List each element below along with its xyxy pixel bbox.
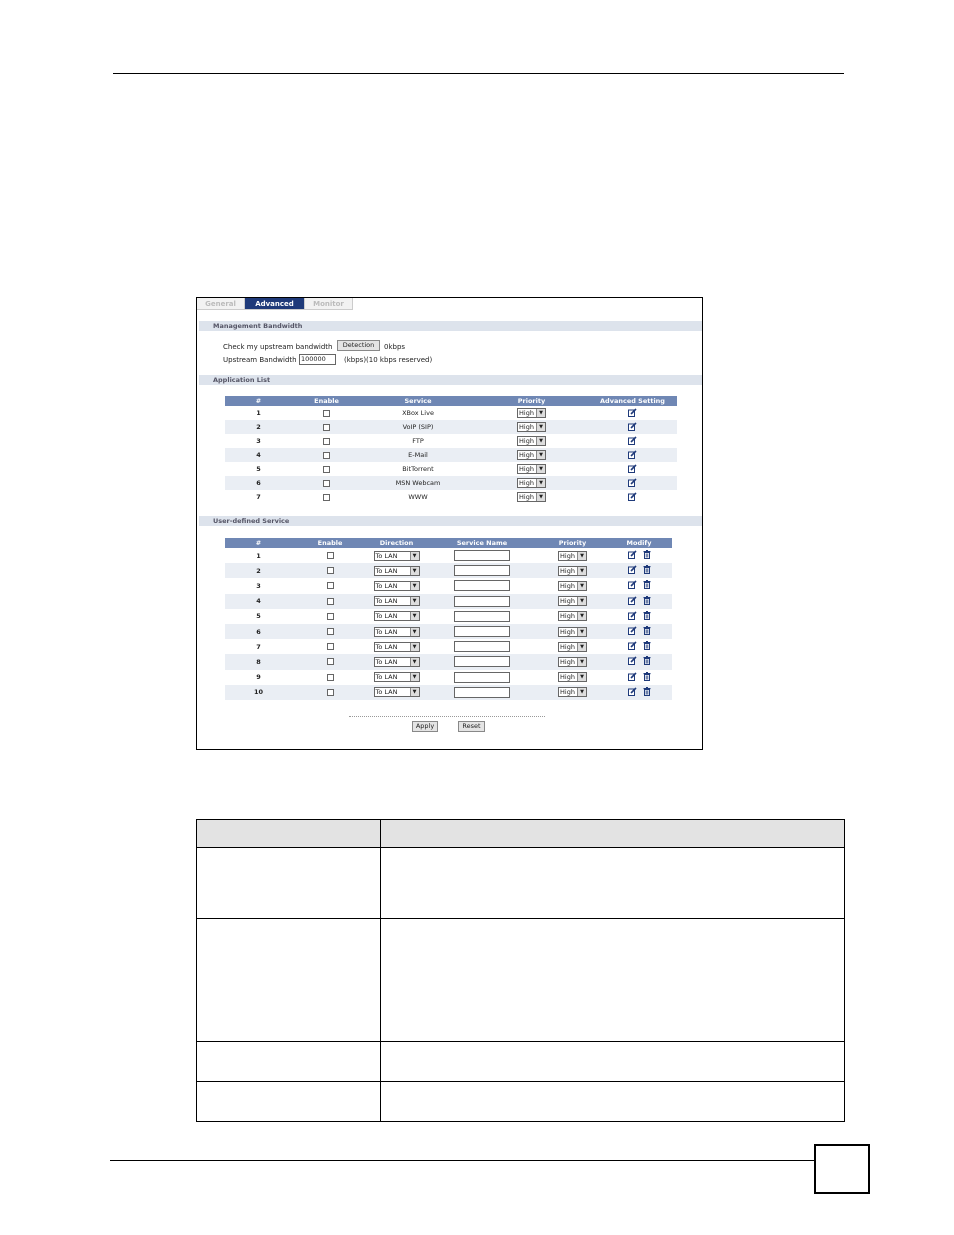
enable-checkbox[interactable] <box>327 582 334 589</box>
chevron-down-icon: ▼ <box>410 688 419 696</box>
table-row <box>225 685 672 700</box>
tab-bar <box>197 298 353 310</box>
col-header-direction: Direction <box>368 538 425 548</box>
priority-select-value: High <box>519 479 534 487</box>
priority-select-value: High <box>560 642 575 651</box>
priority-select[interactable] <box>558 566 587 576</box>
enable-checkbox[interactable] <box>327 598 334 605</box>
enable-checkbox[interactable] <box>327 689 334 696</box>
row-number: 2 <box>225 420 292 434</box>
direction-select[interactable] <box>374 581 420 591</box>
upstream-bandwidth-label: Upstream Bandwidth <box>223 356 297 364</box>
table-row <box>225 476 677 490</box>
priority-select[interactable] <box>517 464 546 474</box>
row-number: 4 <box>225 448 292 462</box>
service-name-input[interactable] <box>454 656 510 667</box>
table-row <box>225 406 677 420</box>
row-number: 6 <box>225 624 292 639</box>
service-name: XBox Live <box>361 406 475 420</box>
priority-select-value: High <box>519 493 534 501</box>
chevron-down-icon: ▼ <box>536 423 545 431</box>
service-name-input[interactable] <box>454 611 510 622</box>
chevron-down-icon: ▼ <box>410 582 419 590</box>
direction-select-value: To LAN <box>375 597 398 606</box>
table-row <box>225 594 672 609</box>
priority-select-value: High <box>560 688 575 697</box>
priority-select[interactable] <box>558 551 587 561</box>
direction-select-value: To LAN <box>375 581 398 590</box>
table-row <box>225 654 672 669</box>
row-number: 6 <box>225 476 292 490</box>
table-row <box>225 578 672 593</box>
priority-select-value: High <box>560 657 575 666</box>
edit-icon[interactable] <box>628 580 637 591</box>
chevron-down-icon: ▼ <box>536 451 545 459</box>
priority-select[interactable] <box>517 422 546 432</box>
chevron-down-icon: ▼ <box>577 567 586 575</box>
table-row <box>225 490 677 504</box>
field-description-table <box>196 819 845 1122</box>
table-row <box>225 420 677 434</box>
upstream-bandwidth-note: (kbps)(10 kbps reserved) <box>344 356 433 364</box>
edit-icon[interactable] <box>628 436 637 447</box>
edit-icon[interactable] <box>628 565 637 576</box>
edit-icon[interactable] <box>628 656 637 667</box>
chevron-down-icon: ▼ <box>536 465 545 473</box>
row-number: 9 <box>225 670 292 685</box>
enable-checkbox[interactable] <box>327 643 334 650</box>
priority-select[interactable] <box>517 408 546 418</box>
row-number: 8 <box>225 654 292 669</box>
tab-general[interactable]: General <box>197 298 245 310</box>
service-name-input[interactable] <box>454 687 510 698</box>
user-defined-service-table <box>225 538 672 700</box>
priority-select[interactable] <box>517 436 546 446</box>
enable-checkbox[interactable] <box>327 613 334 620</box>
priority-select-value: High <box>519 437 534 445</box>
service-name: WWW <box>361 490 475 504</box>
edit-icon[interactable] <box>628 408 637 419</box>
chevron-down-icon: ▼ <box>410 673 419 681</box>
row-number: 4 <box>225 594 292 609</box>
trash-icon[interactable] <box>643 626 651 637</box>
upstream-bandwidth-input[interactable]: 100000 <box>299 354 336 365</box>
enable-checkbox[interactable] <box>327 628 334 635</box>
chevron-down-icon: ▼ <box>577 597 586 605</box>
chevron-down-icon: ▼ <box>410 552 419 560</box>
enable-checkbox[interactable] <box>323 410 330 417</box>
trash-icon[interactable] <box>643 596 651 607</box>
header-rule <box>113 73 844 74</box>
trash-icon[interactable] <box>643 611 651 622</box>
priority-select[interactable] <box>517 492 546 502</box>
button-separator <box>349 716 545 717</box>
chevron-down-icon: ▼ <box>410 658 419 666</box>
row-number: 7 <box>225 639 292 654</box>
edit-icon[interactable] <box>628 611 637 622</box>
enable-checkbox[interactable] <box>323 452 330 459</box>
priority-select-value: High <box>560 566 575 575</box>
table-row <box>225 548 672 563</box>
direction-select[interactable] <box>374 687 420 697</box>
direction-select-value: To LAN <box>375 566 398 575</box>
chevron-down-icon: ▼ <box>577 582 586 590</box>
enable-checkbox[interactable] <box>323 466 330 473</box>
enable-checkbox[interactable] <box>323 424 330 431</box>
chevron-down-icon: ▼ <box>410 567 419 575</box>
qos-advanced-screenshot <box>196 297 703 750</box>
priority-select[interactable] <box>558 642 587 652</box>
col-header-service-name: Service Name <box>425 538 539 548</box>
priority-select-value: High <box>519 465 534 473</box>
direction-select[interactable] <box>374 551 420 561</box>
desc-header-description <box>381 820 845 848</box>
edit-icon[interactable] <box>628 492 637 503</box>
chevron-down-icon: ▼ <box>577 688 586 696</box>
reset-button[interactable]: Reset <box>458 721 485 732</box>
priority-select[interactable] <box>558 596 587 606</box>
enable-checkbox[interactable] <box>323 438 330 445</box>
col-header-advanced-setting: Advanced Setting <box>588 396 677 406</box>
enable-checkbox[interactable] <box>327 567 334 574</box>
application-list-table <box>225 396 677 504</box>
edit-icon[interactable] <box>628 422 637 433</box>
direction-select-value: To LAN <box>375 688 398 697</box>
section-application-list: Application List <box>199 375 702 385</box>
row-number: 3 <box>225 434 292 448</box>
chevron-down-icon: ▼ <box>577 643 586 651</box>
service-name-input[interactable] <box>454 565 510 576</box>
priority-select-value: High <box>560 627 575 636</box>
priority-select[interactable] <box>558 687 587 697</box>
chevron-down-icon: ▼ <box>577 658 586 666</box>
desc-row-description <box>381 919 845 1042</box>
priority-select-value: High <box>560 612 575 621</box>
service-name-input[interactable] <box>454 626 510 637</box>
chevron-down-icon: ▼ <box>410 643 419 651</box>
desc-row-label <box>197 1082 381 1122</box>
desc-row-description <box>381 1082 845 1122</box>
priority-select[interactable] <box>558 581 587 591</box>
apply-button[interactable]: Apply <box>412 721 438 732</box>
table-row <box>225 639 672 654</box>
trash-icon[interactable] <box>643 687 651 698</box>
chevron-down-icon: ▼ <box>536 479 545 487</box>
row-number: 2 <box>225 563 292 578</box>
priority-select-value: High <box>560 597 575 606</box>
chevron-down-icon: ▼ <box>536 409 545 417</box>
service-name-input[interactable] <box>454 550 510 561</box>
direction-select[interactable] <box>374 566 420 576</box>
direction-select[interactable] <box>374 596 420 606</box>
desc-row-label <box>197 848 381 919</box>
priority-select[interactable] <box>517 478 546 488</box>
priority-select[interactable] <box>558 627 587 637</box>
trash-icon[interactable] <box>643 550 651 561</box>
service-name: BitTorrent <box>361 462 475 476</box>
edit-icon[interactable] <box>628 687 637 698</box>
service-name: MSN Webcam <box>361 476 475 490</box>
edit-icon[interactable] <box>628 550 637 561</box>
chevron-down-icon: ▼ <box>410 612 419 620</box>
edit-icon[interactable] <box>628 626 637 637</box>
trash-icon[interactable] <box>643 672 651 683</box>
row-number: 10 <box>225 685 292 700</box>
direction-select-value: To LAN <box>375 627 398 636</box>
col-header-num: # <box>225 396 292 406</box>
direction-select-value: To LAN <box>375 551 398 560</box>
priority-select[interactable] <box>558 672 587 682</box>
table-row <box>225 563 672 578</box>
chevron-down-icon: ▼ <box>536 437 545 445</box>
direction-select[interactable] <box>374 657 420 667</box>
chevron-down-icon: ▼ <box>577 628 586 636</box>
row-number: 7 <box>225 490 292 504</box>
chevron-down-icon: ▼ <box>577 552 586 560</box>
edit-icon[interactable] <box>628 641 637 652</box>
chevron-down-icon: ▼ <box>577 612 586 620</box>
direction-select-value: To LAN <box>375 673 398 682</box>
tab-monitor[interactable]: Monitor <box>305 298 353 310</box>
table-row <box>225 670 672 685</box>
row-number: 3 <box>225 578 292 593</box>
desc-row-description <box>381 1042 845 1082</box>
trash-icon[interactable] <box>643 656 651 667</box>
col-header-enable: Enable <box>292 538 368 548</box>
direction-select-value: To LAN <box>375 612 398 621</box>
col-header-modify: Modify <box>606 538 672 548</box>
edit-icon[interactable] <box>628 464 637 475</box>
enable-checkbox[interactable] <box>327 658 334 665</box>
edit-icon[interactable] <box>628 450 637 461</box>
priority-select[interactable] <box>558 657 587 667</box>
col-header-enable: Enable <box>292 396 361 406</box>
section-user-defined-service: User-defined Service <box>199 516 702 526</box>
service-name-input[interactable] <box>454 672 510 683</box>
priority-select-value: High <box>560 581 575 590</box>
service-name-input[interactable] <box>454 580 510 591</box>
service-name: FTP <box>361 434 475 448</box>
row-number: 1 <box>225 548 292 563</box>
service-name-input[interactable] <box>454 596 510 607</box>
table-row <box>225 448 677 462</box>
row-number: 1 <box>225 406 292 420</box>
row-number: 5 <box>225 609 292 624</box>
direction-select-value: To LAN <box>375 642 398 651</box>
priority-select-value: High <box>519 451 534 459</box>
trash-icon[interactable] <box>643 580 651 591</box>
priority-select-value: High <box>560 551 575 560</box>
table-row <box>225 434 677 448</box>
edit-icon[interactable] <box>628 596 637 607</box>
service-name: E-Mail <box>361 448 475 462</box>
col-header-priority: Priority <box>475 396 588 406</box>
desc-row-label <box>197 1042 381 1082</box>
row-number: 5 <box>225 462 292 476</box>
direction-select[interactable] <box>374 642 420 652</box>
page-number-box <box>814 1144 870 1194</box>
direction-select[interactable] <box>374 627 420 637</box>
table-row <box>225 609 672 624</box>
priority-select[interactable] <box>517 450 546 460</box>
priority-select-value: High <box>519 409 534 417</box>
enable-checkbox[interactable] <box>327 552 334 559</box>
section-management-bandwidth: Management Bandwidth <box>199 321 702 331</box>
check-bandwidth-label: Check my upstream bandwidth <box>223 343 333 351</box>
service-name: VoIP (SIP) <box>361 420 475 434</box>
edit-icon[interactable] <box>628 478 637 489</box>
detection-button[interactable]: Detection <box>337 340 380 351</box>
priority-select[interactable] <box>558 611 587 621</box>
detected-bandwidth-value: 0kbps <box>384 343 406 351</box>
priority-select-value: High <box>560 673 575 682</box>
trash-icon[interactable] <box>643 641 651 652</box>
col-header-priority: Priority <box>539 538 606 548</box>
service-name-input[interactable] <box>454 641 510 652</box>
chevron-down-icon: ▼ <box>410 628 419 636</box>
direction-select-value: To LAN <box>375 657 398 666</box>
desc-row-description <box>381 848 845 919</box>
direction-select[interactable] <box>374 611 420 621</box>
footer-rule <box>110 1160 814 1161</box>
chevron-down-icon: ▼ <box>577 673 586 681</box>
enable-checkbox[interactable] <box>323 494 330 501</box>
enable-checkbox[interactable] <box>323 480 330 487</box>
col-header-service: Service <box>361 396 475 406</box>
direction-select[interactable] <box>374 672 420 682</box>
trash-icon[interactable] <box>643 565 651 576</box>
desc-row-label <box>197 919 381 1042</box>
edit-icon[interactable] <box>628 672 637 683</box>
tab-advanced[interactable]: Advanced <box>245 298 305 310</box>
chevron-down-icon: ▼ <box>536 493 545 501</box>
chevron-down-icon: ▼ <box>410 597 419 605</box>
col-header-num: # <box>225 538 292 548</box>
priority-select-value: High <box>519 423 534 431</box>
table-row <box>225 624 672 639</box>
enable-checkbox[interactable] <box>327 674 334 681</box>
table-row <box>225 462 677 476</box>
desc-header-label <box>197 820 381 848</box>
